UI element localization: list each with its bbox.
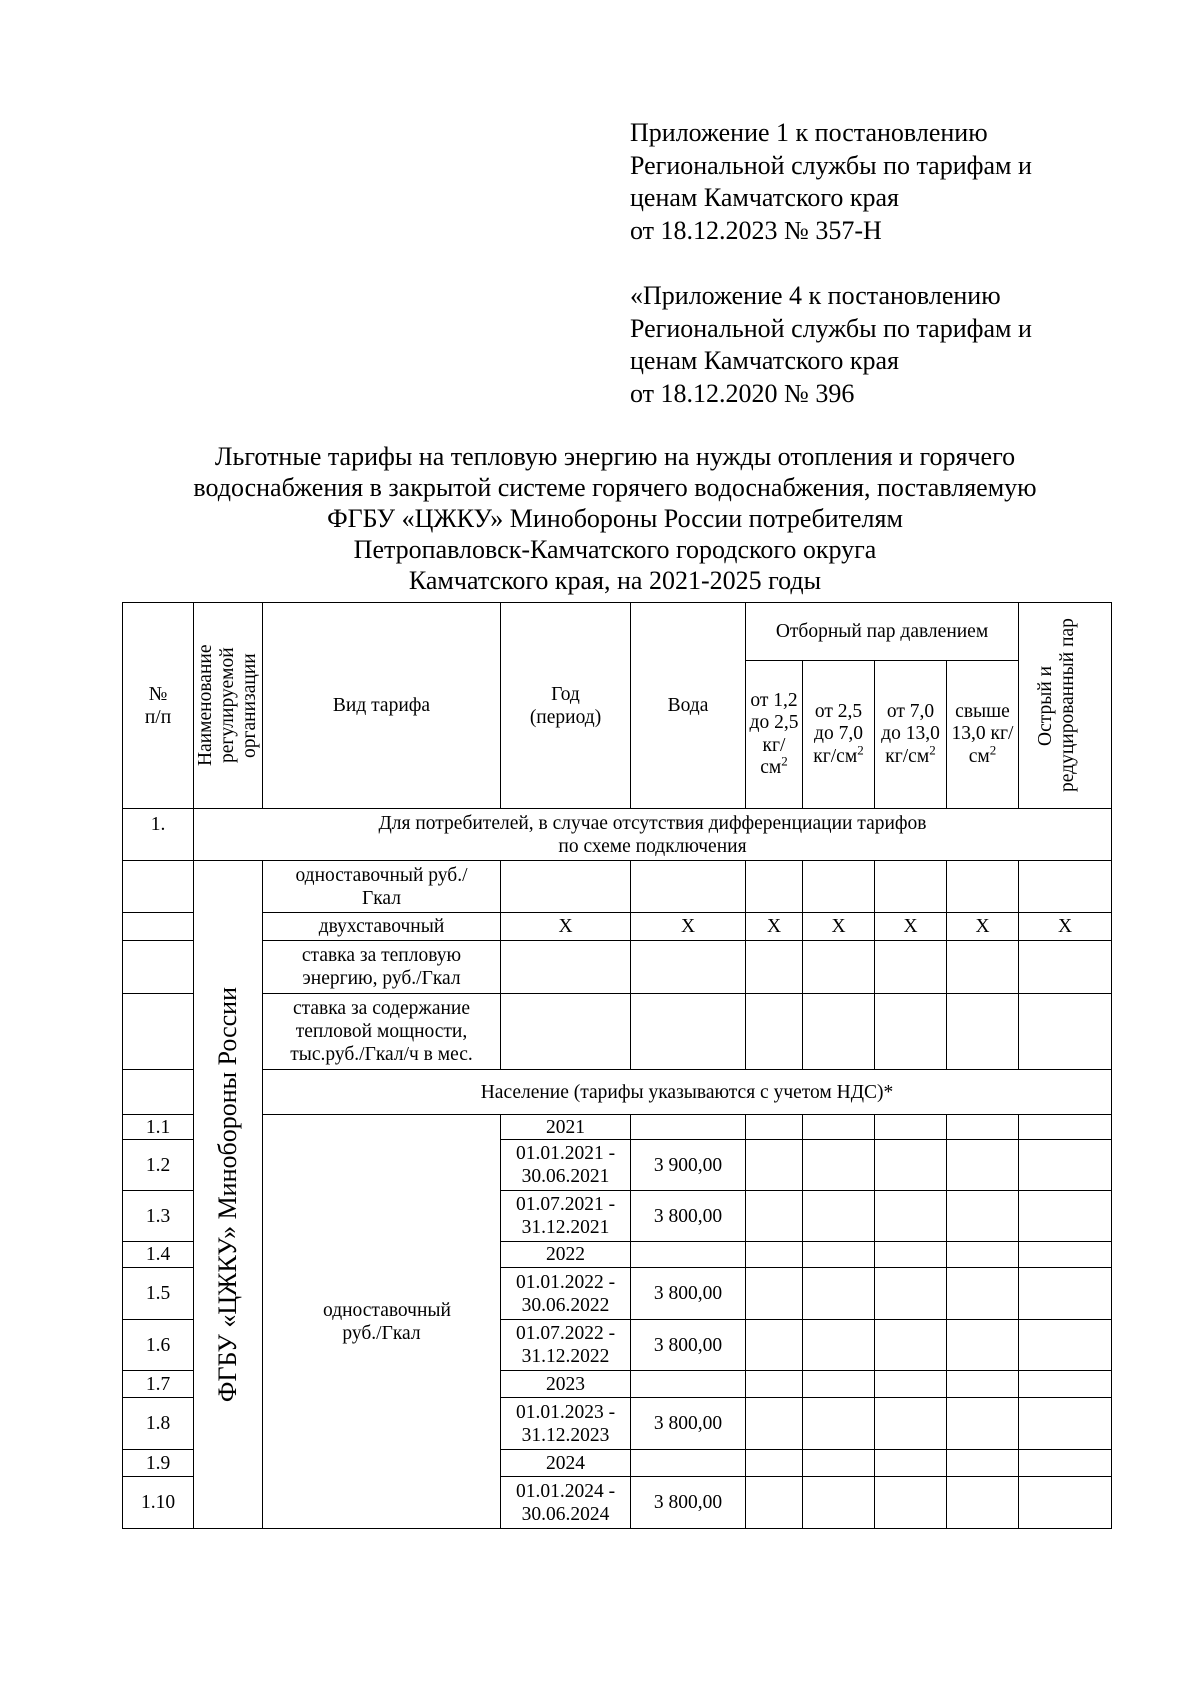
document-title xyxy=(120,441,1110,596)
title-line: Льготные тарифы на тепловую энергию на нужды отопления и горячего xyxy=(214,442,1016,471)
steam-cell xyxy=(875,1140,947,1191)
section-title-line: Для потребителей, в случае отсутствия дифференциации тарифов xyxy=(378,812,927,834)
sharp-steam-cell xyxy=(1019,1450,1112,1477)
header-sharp-steam-text: Острый и редуцированный пар xyxy=(1035,618,1078,793)
steam-cell xyxy=(803,1371,875,1398)
appendix-4-line: «Приложение 4 к постановлению xyxy=(630,281,1001,310)
row-number: 1.4 xyxy=(123,1242,194,1268)
steam-cell xyxy=(803,994,875,1070)
x-mark: Х xyxy=(501,913,631,941)
row-number: 1.2 xyxy=(123,1140,194,1191)
header-steam-4-text: свыше 13,0 кг/см xyxy=(951,700,1014,767)
population-row: Население (тарифы указываются с учетом НДС)* xyxy=(263,1070,1112,1115)
appendix-4-line: Региональной службы по тарифам и xyxy=(630,313,1032,343)
steam-cell xyxy=(746,1140,803,1191)
steam-cell xyxy=(947,1268,1019,1320)
steam-cell xyxy=(875,1398,947,1450)
period-cell xyxy=(501,941,631,994)
water-cell: 3 800,00 xyxy=(631,1320,746,1371)
row-number: 1.7 xyxy=(123,1371,194,1398)
water-cell xyxy=(631,994,746,1070)
tariff-table xyxy=(122,602,1112,1529)
period-cell: 01.01.2023 - 31.12.2023 xyxy=(501,1398,631,1450)
appendix-1-line: от 18.12.2023 № 357-Н xyxy=(630,215,882,245)
period-cell: 01.07.2021 - 31.12.2021 xyxy=(501,1191,631,1242)
steam-cell xyxy=(875,1268,947,1320)
x-mark: Х xyxy=(947,913,1019,941)
section-title xyxy=(194,809,1112,861)
sharp-steam-cell xyxy=(1019,1242,1112,1268)
steam-cell xyxy=(875,994,947,1070)
x-mark: Х xyxy=(875,913,947,941)
header-sharp-steam xyxy=(1019,603,1112,809)
row-number: 1.1 xyxy=(123,1115,194,1140)
sharp-steam-cell xyxy=(1019,994,1112,1070)
tariff-type-cell: ставка за тепловую энергию, руб./Гкал xyxy=(263,941,501,994)
period-cell: 2024 xyxy=(501,1450,631,1477)
x-mark: Х xyxy=(1019,913,1112,941)
steam-cell xyxy=(803,1477,875,1529)
steam-cell xyxy=(947,994,1019,1070)
steam-cell xyxy=(746,1268,803,1320)
steam-cell xyxy=(875,1450,947,1477)
steam-cell xyxy=(947,1115,1019,1140)
steam-cell xyxy=(875,1371,947,1398)
steam-cell xyxy=(746,1242,803,1268)
tariff-type-cell: одноставочный руб./Гкал xyxy=(263,861,501,913)
header-steam-4 xyxy=(947,661,1019,809)
period-cell: 01.01.2022 - 30.06.2022 xyxy=(501,1268,631,1320)
steam-cell xyxy=(875,1242,947,1268)
header-year-line: Год xyxy=(551,683,580,705)
row-number: 1.3 xyxy=(123,1191,194,1242)
header-number-line: № xyxy=(148,683,168,705)
sharp-steam-cell xyxy=(1019,1191,1112,1242)
steam-cell xyxy=(803,861,875,913)
steam-cell xyxy=(947,1371,1019,1398)
water-cell: 3 800,00 xyxy=(631,1477,746,1529)
row-number: 1.8 xyxy=(123,1398,194,1450)
row-number xyxy=(123,861,194,913)
header-steam-group: Отборный пар давлением xyxy=(746,603,1019,661)
steam-cell xyxy=(746,1115,803,1140)
steam-cell xyxy=(803,941,875,994)
steam-cell xyxy=(746,1398,803,1450)
tariff-type-cell: двухставочный xyxy=(263,913,501,941)
water-cell: 3 800,00 xyxy=(631,1268,746,1320)
period-cell: 2022 xyxy=(501,1242,631,1268)
appendix-4-line: ценам Камчатского края xyxy=(630,346,899,375)
row-number xyxy=(123,913,194,941)
header-steam-2 xyxy=(803,661,875,809)
sharp-steam-cell xyxy=(1019,1320,1112,1371)
appendix-1-line: ценам Камчатского края xyxy=(630,183,899,212)
appendix-1-line: Региональной службы по тарифам и xyxy=(630,150,1032,180)
header-organization xyxy=(194,603,263,809)
water-cell: 3 800,00 xyxy=(631,1191,746,1242)
header-number xyxy=(123,603,194,809)
steam-cell xyxy=(875,861,947,913)
steam-cell xyxy=(803,1140,875,1191)
sharp-steam-cell xyxy=(1019,861,1112,913)
header-steam-3 xyxy=(875,661,947,809)
water-cell xyxy=(631,1450,746,1477)
steam-cell xyxy=(803,1191,875,1242)
steam-cell xyxy=(875,1320,947,1371)
sharp-steam-cell xyxy=(1019,941,1112,994)
steam-cell xyxy=(947,1140,1019,1191)
steam-cell xyxy=(746,994,803,1070)
sharp-steam-cell xyxy=(1019,1115,1112,1140)
steam-cell xyxy=(875,1191,947,1242)
appendix-4-line: от 18.12.2020 № 396 xyxy=(630,378,855,408)
water-cell xyxy=(631,1371,746,1398)
water-cell xyxy=(631,1242,746,1268)
period-cell xyxy=(501,994,631,1070)
steam-cell xyxy=(875,1477,947,1529)
steam-cell xyxy=(947,1398,1019,1450)
water-cell xyxy=(631,941,746,994)
steam-cell xyxy=(746,1191,803,1242)
steam-cell xyxy=(746,861,803,913)
header-year-line: (период) xyxy=(529,706,602,728)
header-year xyxy=(501,603,631,809)
superscript: 2 xyxy=(989,742,997,758)
population-tariff-type: одноставочный руб./Гкал xyxy=(263,1115,501,1529)
steam-cell xyxy=(746,1477,803,1529)
period-cell: 01.07.2022 - 31.12.2022 xyxy=(501,1320,631,1371)
sharp-steam-cell xyxy=(1019,1268,1112,1320)
superscript: 2 xyxy=(929,742,936,758)
title-line: Петропавловск-Камчатского городского округа xyxy=(353,535,877,564)
title-line: ФГБУ «ЦЖКУ» Минобороны России потребителям xyxy=(327,504,903,533)
superscript: 2 xyxy=(857,742,864,758)
header-number-line: п/п xyxy=(144,706,172,728)
sharp-steam-cell xyxy=(1019,1398,1112,1450)
steam-cell xyxy=(803,1398,875,1450)
steam-cell xyxy=(947,861,1019,913)
steam-cell xyxy=(947,1191,1019,1242)
header-tariff-type: Вид тарифа xyxy=(263,603,501,809)
steam-cell xyxy=(746,1450,803,1477)
row-number xyxy=(123,1070,194,1115)
title-line: водоснабжения в закрытой системе горячего водоснабжения, поставляемую xyxy=(193,473,1037,502)
appendix-1-line: Приложение 1 к постановлению xyxy=(630,118,988,147)
sharp-steam-cell xyxy=(1019,1477,1112,1529)
period-cell xyxy=(501,861,631,913)
steam-cell xyxy=(746,1320,803,1371)
row-number: 1.9 xyxy=(123,1450,194,1477)
water-cell xyxy=(631,861,746,913)
steam-cell xyxy=(947,1450,1019,1477)
steam-cell xyxy=(947,1242,1019,1268)
steam-cell xyxy=(803,1268,875,1320)
sharp-steam-cell xyxy=(1019,1371,1112,1398)
steam-cell xyxy=(947,1320,1019,1371)
row-number xyxy=(123,941,194,994)
steam-cell xyxy=(803,1320,875,1371)
steam-cell xyxy=(746,941,803,994)
period-cell: 2023 xyxy=(501,1371,631,1398)
period-cell: 01.01.2021 - 30.06.2021 xyxy=(501,1140,631,1191)
steam-cell xyxy=(803,1450,875,1477)
row-number: 1.5 xyxy=(123,1268,194,1320)
steam-cell xyxy=(947,1477,1019,1529)
water-cell xyxy=(631,1115,746,1140)
organization-name: ФГБУ «ЦЖКУ» Минобороны России xyxy=(213,986,242,1403)
superscript: 2 xyxy=(781,753,788,769)
appendix-4-note xyxy=(630,280,1032,410)
steam-cell xyxy=(746,1371,803,1398)
x-mark: Х xyxy=(631,913,746,941)
row-number xyxy=(123,994,194,1070)
tariff-type-cell: ставка за содержание тепловой мощности, тыс.руб./Гкал/ч в мес. xyxy=(263,994,501,1070)
header-steam-1 xyxy=(746,661,803,809)
header-organization-text: Наименование регулируемой организации xyxy=(195,644,260,767)
header-steam-2-text: от 2,5 до 7,0 кг/см xyxy=(813,700,863,767)
sharp-steam-cell xyxy=(1019,1140,1112,1191)
water-cell: 3 900,00 xyxy=(631,1140,746,1191)
steam-cell xyxy=(803,1115,875,1140)
header-water: Вода xyxy=(631,603,746,809)
steam-cell xyxy=(875,1115,947,1140)
row-number: 1.6 xyxy=(123,1320,194,1371)
section-number: 1. xyxy=(123,809,194,861)
header-steam-1-text: от 1,2 до 2,5 кг/см xyxy=(749,689,799,778)
x-mark: Х xyxy=(803,913,875,941)
period-cell: 01.01.2024 - 30.06.2024 xyxy=(501,1477,631,1529)
section-title-line: по схеме подключения xyxy=(558,835,747,857)
title-line: Камчатского края, на 2021-2025 годы xyxy=(408,566,822,595)
row-number: 1.10 xyxy=(123,1477,194,1529)
period-cell: 2021 xyxy=(501,1115,631,1140)
steam-cell xyxy=(875,941,947,994)
x-mark: Х xyxy=(746,913,803,941)
organization-cell xyxy=(194,861,263,1529)
steam-cell xyxy=(803,1242,875,1268)
water-cell: 3 800,00 xyxy=(631,1398,746,1450)
steam-cell xyxy=(947,941,1019,994)
header-steam-3-text: от 7,0 до 13,0 кг/см xyxy=(881,700,940,767)
appendix-1-note xyxy=(630,117,1032,247)
